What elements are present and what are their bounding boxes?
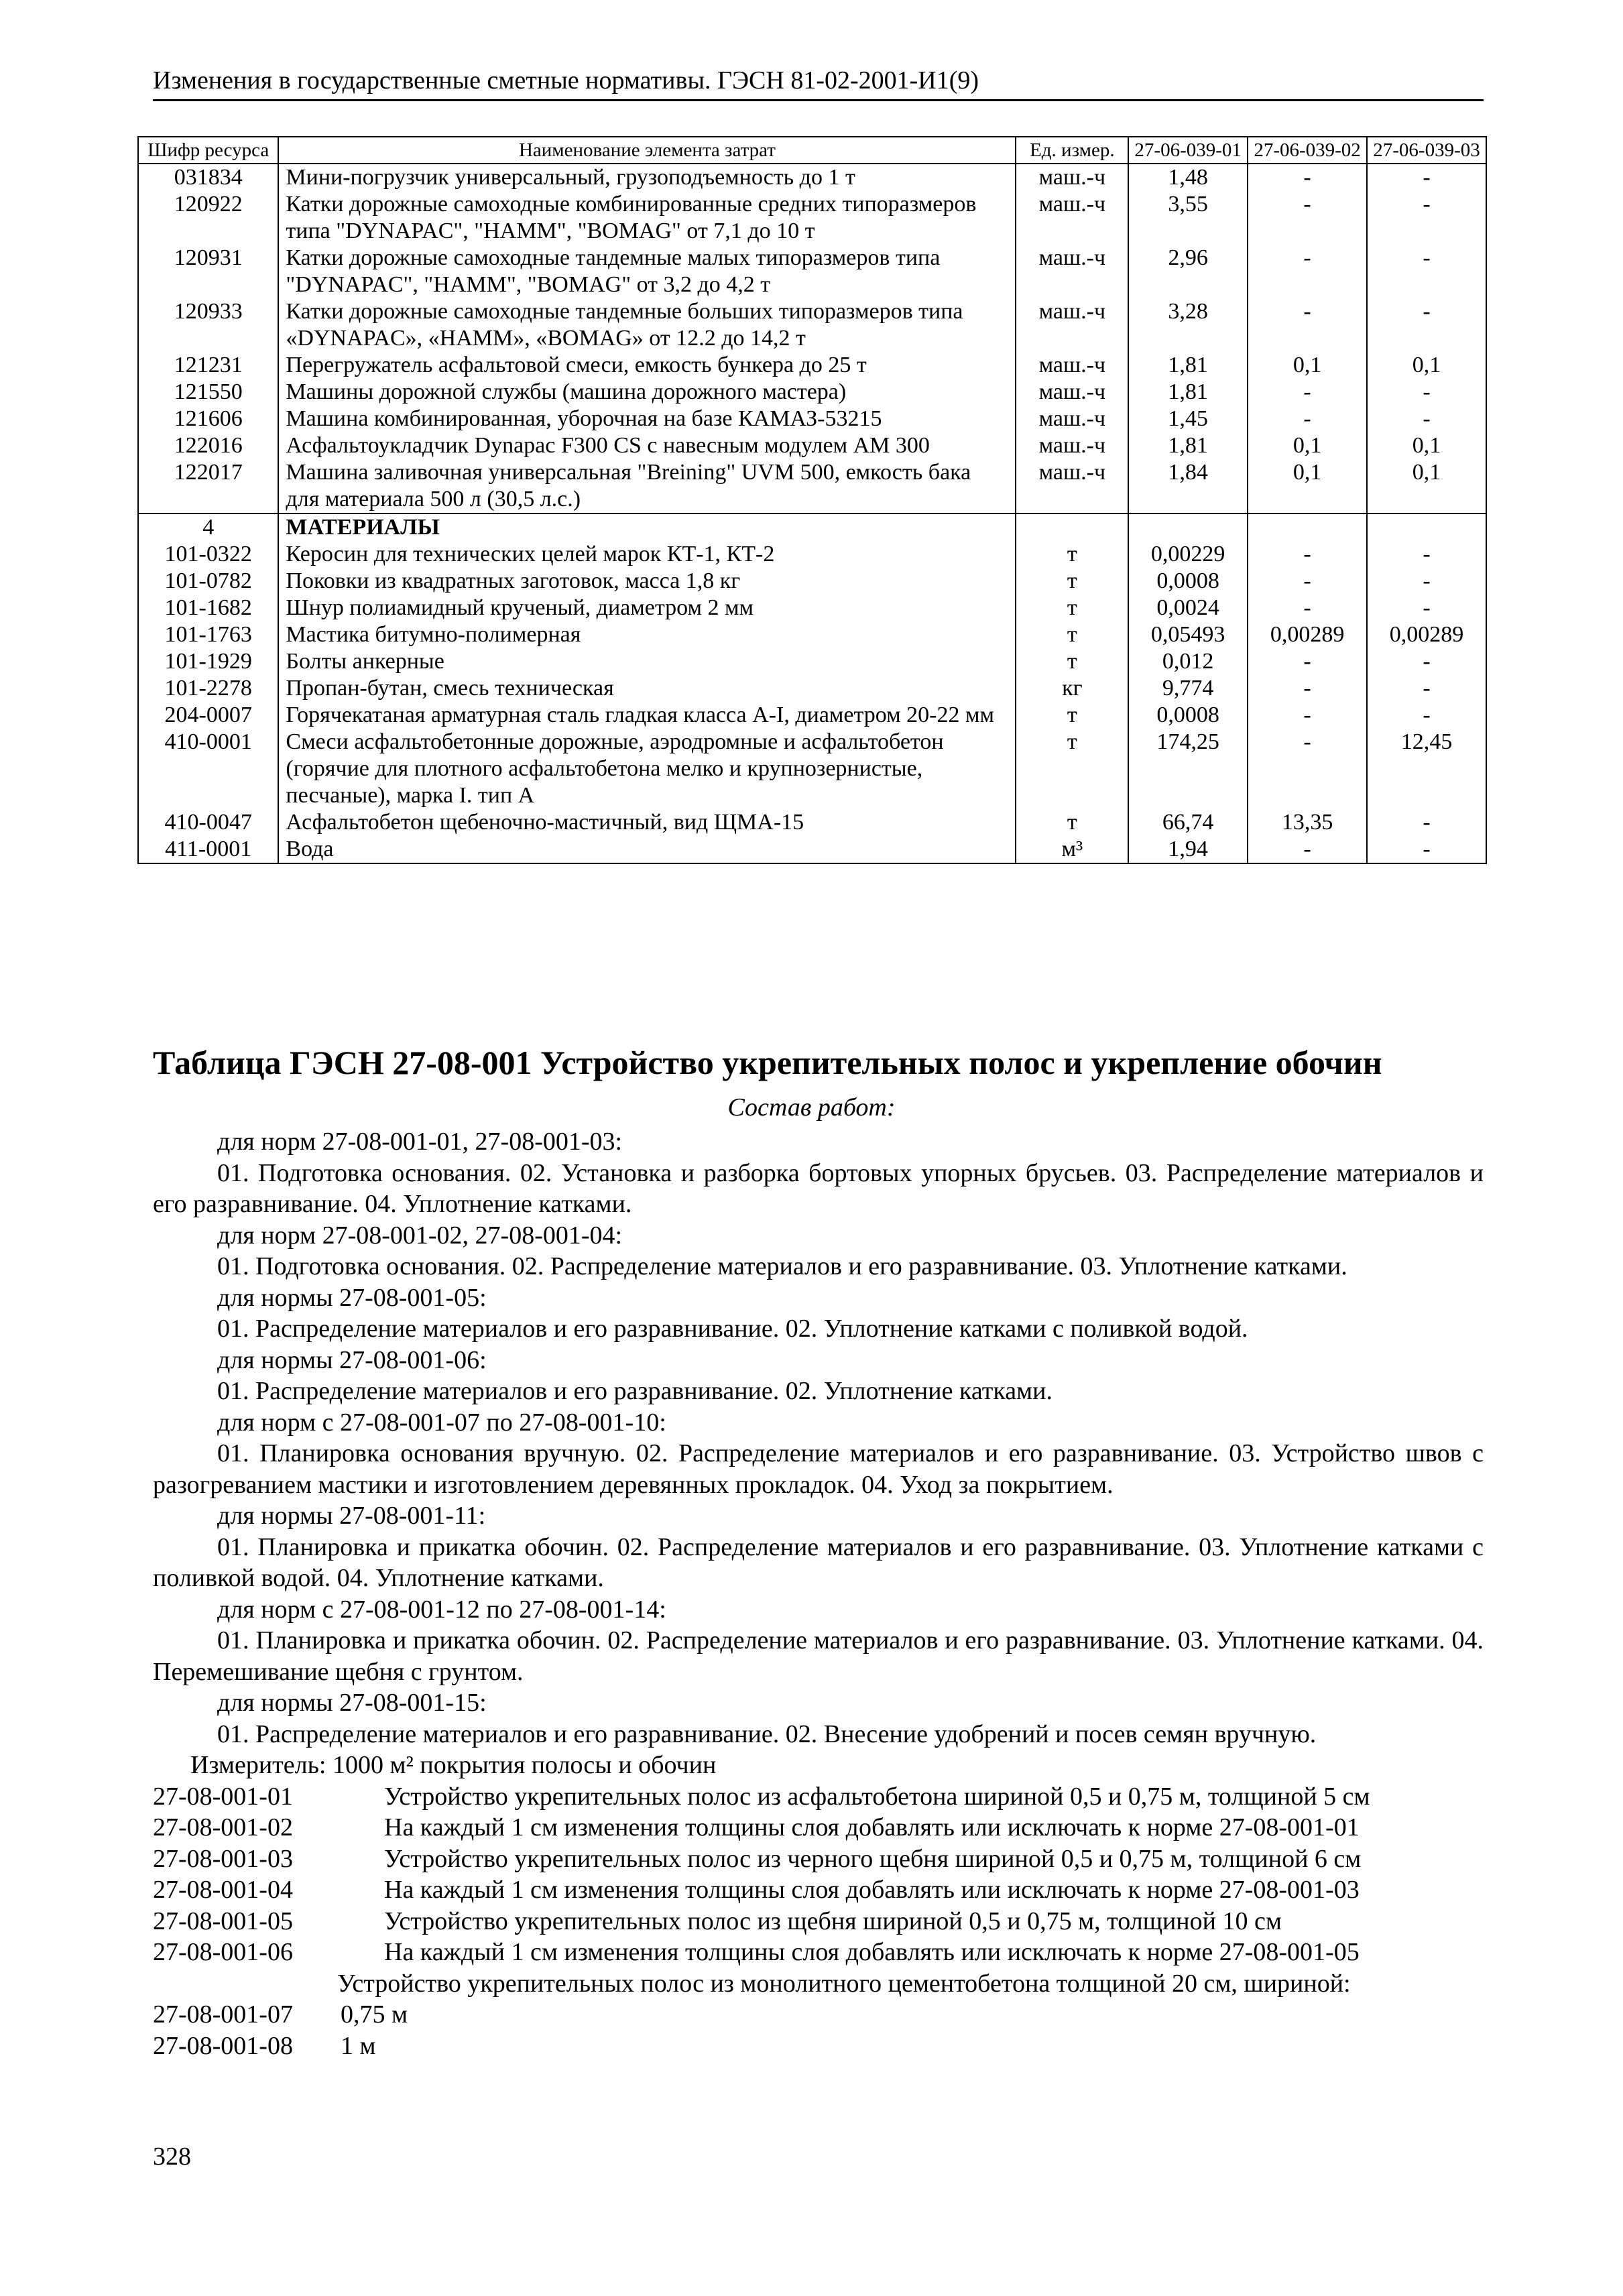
works-for-label: для нормы 27-08-001-06: [217, 1345, 487, 1374]
cell-name: Асфальтоукладчик Dynapac F300 CS с навесным модулем АМ 300 [278, 432, 1016, 459]
cell-c1 [1128, 513, 1248, 541]
cell-c3: 0,00289 [1367, 621, 1486, 648]
norm-code: 27-08-001-02 [153, 1813, 293, 1841]
cell-name: Шнур полиамидный крученый, диаметром 2 мм [278, 595, 1016, 621]
table-row [138, 836, 1486, 863]
cell-unit: т [1016, 595, 1128, 621]
cell-unit: т [1016, 702, 1128, 729]
cell-code: 122016 [138, 432, 278, 459]
table-row [138, 621, 1486, 648]
cell-c1: 0,0008 [1128, 568, 1248, 595]
cell-name: Горячекатаная арматурная сталь гладкая класса А-I, диаметром 20-22 мм [278, 702, 1016, 729]
cell-code: 101-2278 [138, 675, 278, 702]
works-for-label: для норм с 27-08-001-12 по 27-08-001-14: [217, 1595, 666, 1624]
cell-c3: - [1367, 675, 1486, 702]
works-for-label: для норм с 27-08-001-07 по 27-08-001-10: [217, 1408, 666, 1437]
cell-name: Пропан-бутан, смесь техническая [278, 675, 1016, 702]
norm-code: 27-08-001-03 [153, 1844, 293, 1873]
page-header: Изменения в государственные сметные нормативы. ГЭСН 81-02-2001-И1(9) [153, 66, 1484, 101]
table-row [138, 191, 1486, 245]
table-row [138, 595, 1486, 621]
cell-c1: 3,55 [1128, 191, 1248, 245]
cell-code: 121606 [138, 406, 278, 432]
works-for-label: для нормы 27-08-001-15: [217, 1689, 487, 1717]
norm-text: 0,75 м [341, 2000, 408, 2029]
norm-text: На каждый 1 см изменения толщины слоя добавлять или исключать к норме 27-08-001-01 [384, 1813, 1360, 1841]
norm-row [153, 2031, 1484, 2062]
cell-c1: 0,012 [1128, 648, 1248, 675]
cell-c3: 0,1 [1367, 432, 1486, 459]
table-row [138, 379, 1486, 406]
table-row [138, 729, 1486, 809]
table-row [138, 245, 1486, 298]
cell-c2: - [1248, 191, 1367, 245]
cell-c1: 0,0008 [1128, 702, 1248, 729]
norm-text: Устройство укрепительных полос из щебня шириной 0,5 и 0,75 м, толщиной 10 см [384, 1907, 1282, 1935]
norm-code: 27-08-001-08 [153, 2031, 293, 2060]
cell-code: 101-0782 [138, 568, 278, 595]
table-row [138, 648, 1486, 675]
cell-c1: 1,94 [1128, 836, 1248, 863]
works-list [153, 1126, 1484, 1750]
group-heading: Устройство укрепительных полос из монолитного цементобетона толщиной 20 см, шириной: [337, 1969, 1351, 1998]
cell-name: Катки дорожные самоходные тандемные больших типоразмеров типа «DYNAPAC», «HAMM», «BOMAG» от 12.2 до 14,2 т [278, 298, 1016, 352]
cell-code: 120931 [138, 245, 278, 298]
cell-c2: - [1248, 164, 1367, 191]
cell-unit: маш.-ч [1016, 352, 1128, 379]
cell-c2: 0,00289 [1248, 621, 1367, 648]
cell-unit: маш.-ч [1016, 406, 1128, 432]
cell-c3: - [1367, 702, 1486, 729]
table-row [138, 568, 1486, 595]
cell-c2: - [1248, 595, 1367, 621]
cell-code: 204-0007 [138, 702, 278, 729]
cell-name: Катки дорожные самоходные тандемные малых типоразмеров типа "DYNAPAC", "HAMM", "BOMAG" от 3,2 до 4,2 т [278, 245, 1016, 298]
page-number: 328 [153, 2142, 191, 2171]
works-body [153, 1126, 1484, 2061]
section-title: Таблица ГЭСН 27-08-001 Устройство укрепительных полос и укрепление обочин [153, 1044, 1382, 1081]
cell-name: Машина заливочная универсальная "Breining" UVM 500, емкость бака для материала 500 л (30,5 л.с.) [278, 459, 1016, 513]
col-c2-header: 27-06-039-02 [1248, 137, 1367, 164]
cell-name: Поковки из квадратных заготовок, масса 1,8 кг [278, 568, 1016, 595]
table-section-row [138, 513, 1486, 541]
cell-c2: 0,1 [1248, 432, 1367, 459]
cell-unit: маш.-ч [1016, 191, 1128, 245]
cell-c1: 0,05493 [1128, 621, 1248, 648]
cell-c2: - [1248, 675, 1367, 702]
cell-unit: маш.-ч [1016, 164, 1128, 191]
cell-c2: 0,1 [1248, 352, 1367, 379]
cell-unit: маш.-ч [1016, 459, 1128, 513]
col-c3-header: 27-06-039-03 [1367, 137, 1486, 164]
cell-unit: т [1016, 541, 1128, 568]
cell-c2: - [1248, 406, 1367, 432]
cell-c1: 1,81 [1128, 432, 1248, 459]
cell-name: Машины дорожной службы (машина дорожного мастера) [278, 379, 1016, 406]
norm-row [153, 1781, 1484, 1813]
cell-name: Мини-погрузчик универсальный, грузоподъемность до 1 т [278, 164, 1016, 191]
resources-table-body [138, 164, 1486, 863]
cell-name: Мастика битумно-полимерная [278, 621, 1016, 648]
cell-name: Керосин для технических целей марок КТ-1, КТ-2 [278, 541, 1016, 568]
cell-code: 101-1929 [138, 648, 278, 675]
cell-c3: - [1367, 298, 1486, 352]
cell-unit: маш.-ч [1016, 245, 1128, 298]
cell-unit: м³ [1016, 836, 1128, 863]
col-unit-header: Ед. измер. [1016, 137, 1128, 164]
cell-c1: 174,25 [1128, 729, 1248, 809]
cell-code: 4 [138, 513, 278, 541]
works-for-label: для норм 27-08-001-01, 27-08-001-03: [217, 1128, 623, 1156]
cell-c3 [1367, 513, 1486, 541]
cell-code: 411-0001 [138, 836, 278, 863]
cell-unit: т [1016, 648, 1128, 675]
measurer: Измеритель: 1000 м² покрытия полосы и обочин [190, 1751, 717, 1779]
cell-c2: - [1248, 541, 1367, 568]
cell-name: Смеси асфальтобетонные дорожные, аэродромные и асфальтобетон (горячие для плотного асфальтобетона мелко и крупнозернистые, песчаные), марка I. тип А [278, 729, 1016, 809]
cell-name: Машина комбинированная, уборочная на базе КАМАЗ-53215 [278, 406, 1016, 432]
cell-c1: 9,774 [1128, 675, 1248, 702]
works-text: 01. Планировка и прикатка обочин. 02. Распределение материалов и его разравнивание. 03. Уплотнение катками с поливкой водой. 04. Уплотнение катками. [153, 1532, 1484, 1592]
col-name-header: Наименование элемента затрат [278, 137, 1016, 164]
norm-row [153, 1844, 1484, 1875]
cell-c3: - [1367, 164, 1486, 191]
works-text: 01. Планировка основания вручную. 02. Распределение материалов и его разравнивание. 03. Устройство швов с разогреванием мастики и изготовлением деревянных прокладок. 04. Уход за покрытием. [153, 1439, 1484, 1499]
cell-c2: - [1248, 379, 1367, 406]
cell-name: Катки дорожные самоходные комбинированные средних типоразмеров типа "DYNAPAC", "HAMM", "BOMAG" от 7,1 до 10 т [278, 191, 1016, 245]
works-for-label: для нормы 27-08-001-11: [217, 1502, 486, 1530]
cell-unit: маш.-ч [1016, 298, 1128, 352]
cell-c1: 1,81 [1128, 352, 1248, 379]
norms2-list [153, 1999, 1484, 2061]
table-row [138, 432, 1486, 459]
cell-c1: 3,28 [1128, 298, 1248, 352]
norm-text: На каждый 1 см изменения толщины слоя добавлять или исключать к норме 27-08-001-05 [384, 1938, 1360, 1966]
cell-c3: 12,45 [1367, 729, 1486, 809]
norm-text: Устройство укрепительных полос из асфальтобетона шириной 0,5 и 0,75 м, толщиной 5 см [384, 1782, 1370, 1811]
col-c1-header: 27-06-039-01 [1128, 137, 1248, 164]
cell-unit: т [1016, 621, 1128, 648]
norm-row [153, 1906, 1484, 1937]
norm-row [153, 1874, 1484, 1906]
works-for-label: для нормы 27-08-001-05: [217, 1283, 487, 1312]
cell-c2: - [1248, 648, 1367, 675]
cell-c1: 1,81 [1128, 379, 1248, 406]
col-code-header: Шифр ресурса [138, 137, 278, 164]
works-text: 01. Планировка и прикатка обочин. 02. Распределение материалов и его разравнивание. 03. Уплотнение катками. 04. Перемешивание щебня с грунтом. [153, 1626, 1484, 1686]
cell-c2: - [1248, 729, 1367, 809]
table-row [138, 406, 1486, 432]
cell-code: 120922 [138, 191, 278, 245]
resources-table [137, 136, 1487, 864]
cell-code: 101-1763 [138, 621, 278, 648]
cell-c2 [1248, 513, 1367, 541]
norm-text: Устройство укрепительных полос из черного щебня шириной 0,5 и 0,75 м, толщиной 6 см [384, 1844, 1362, 1873]
works-text: 01. Подготовка основания. 02. Установка и разборка бортовых упорных брусьев. 03. Распределение материалов и его разравнивание. 04. Уплотнение катками. [153, 1158, 1484, 1218]
cell-code: 410-0047 [138, 809, 278, 836]
table-row [138, 298, 1486, 352]
cell-unit: маш.-ч [1016, 379, 1128, 406]
cell-code: 410-0001 [138, 729, 278, 809]
cell-code: 120933 [138, 298, 278, 352]
cell-c3: - [1367, 595, 1486, 621]
cell-c1: 1,48 [1128, 164, 1248, 191]
table-row [138, 541, 1486, 568]
norm-code: 27-08-001-04 [153, 1876, 293, 1904]
table-row [138, 675, 1486, 702]
cell-code: 121550 [138, 379, 278, 406]
cell-code: 101-1682 [138, 595, 278, 621]
cell-name: Вода [278, 836, 1016, 863]
works-subtitle: Состав работ: [727, 1093, 896, 1122]
cell-c2: - [1248, 836, 1367, 863]
cell-c2: 13,35 [1248, 809, 1367, 836]
cell-code: 122017 [138, 459, 278, 513]
works-text: 01. Распределение материалов и его разравнивание. 02. Внесение удобрений и посев семян вручную. [217, 1719, 1317, 1748]
cell-code: 101-0322 [138, 541, 278, 568]
cell-unit: т [1016, 809, 1128, 836]
cell-c3: - [1367, 406, 1486, 432]
cell-c3: 0,1 [1367, 459, 1486, 513]
cell-c3: - [1367, 541, 1486, 568]
norm-code: 27-08-001-06 [153, 1938, 293, 1966]
table-row [138, 809, 1486, 836]
cell-c2: - [1248, 245, 1367, 298]
cell-c3: - [1367, 648, 1486, 675]
table-row [138, 164, 1486, 191]
cell-c2: - [1248, 568, 1367, 595]
cell-c3: - [1367, 191, 1486, 245]
cell-c3: - [1367, 809, 1486, 836]
norm-code: 27-08-001-01 [153, 1782, 293, 1811]
norm-row [153, 1937, 1484, 1968]
works-text: 01. Распределение материалов и его разравнивание. 02. Уплотнение катками. [217, 1377, 1053, 1405]
cell-code: 031834 [138, 164, 278, 191]
cell-c3: - [1367, 568, 1486, 595]
cell-c2: - [1248, 702, 1367, 729]
works-for-label: для норм 27-08-001-02, 27-08-001-04: [217, 1221, 623, 1250]
norms-list [153, 1781, 1484, 1968]
cell-c3: - [1367, 379, 1486, 406]
cell-c2: 0,1 [1248, 459, 1367, 513]
cell-c1: 0,00229 [1128, 541, 1248, 568]
norm-row [153, 1812, 1484, 1844]
cell-name: Перегружатель асфальтовой смеси, емкость бункера до 25 т [278, 352, 1016, 379]
cell-c2: - [1248, 298, 1367, 352]
cell-c3: - [1367, 245, 1486, 298]
table-row [138, 352, 1486, 379]
cell-name: Асфальтобетон щебеночно-мастичный, вид ЩМА-15 [278, 809, 1016, 836]
cell-c3: - [1367, 836, 1486, 863]
norm-text: На каждый 1 см изменения толщины слоя добавлять или исключать к норме 27-08-001-03 [384, 1876, 1360, 1904]
cell-c1: 1,45 [1128, 406, 1248, 432]
table-row [138, 702, 1486, 729]
cell-unit: маш.-ч [1016, 432, 1128, 459]
works-text: 01. Распределение материалов и его разравнивание. 02. Уплотнение катками с поливкой водой. [217, 1315, 1248, 1343]
cell-unit: кг [1016, 675, 1128, 702]
cell-unit: т [1016, 568, 1128, 595]
cell-code: 121231 [138, 352, 278, 379]
cell-c3: 0,1 [1367, 352, 1486, 379]
norm-text: 1 м [341, 2031, 376, 2060]
cell-name: МАТЕРИАЛЫ [278, 513, 1016, 541]
cell-c1: 66,74 [1128, 809, 1248, 836]
cell-name: Болты анкерные [278, 648, 1016, 675]
norm-row [153, 1999, 1484, 2031]
cell-unit: т [1016, 729, 1128, 809]
cell-c1: 2,96 [1128, 245, 1248, 298]
norm-code: 27-08-001-05 [153, 1907, 293, 1935]
cell-c1: 1,84 [1128, 459, 1248, 513]
works-text: 01. Подготовка основания. 02. Распределение материалов и его разравнивание. 03. Уплотнение катками. [217, 1252, 1347, 1280]
cell-c1: 0,0024 [1128, 595, 1248, 621]
norm-code: 27-08-001-07 [153, 2000, 293, 2029]
table-row [138, 459, 1486, 513]
cell-unit [1016, 513, 1128, 541]
